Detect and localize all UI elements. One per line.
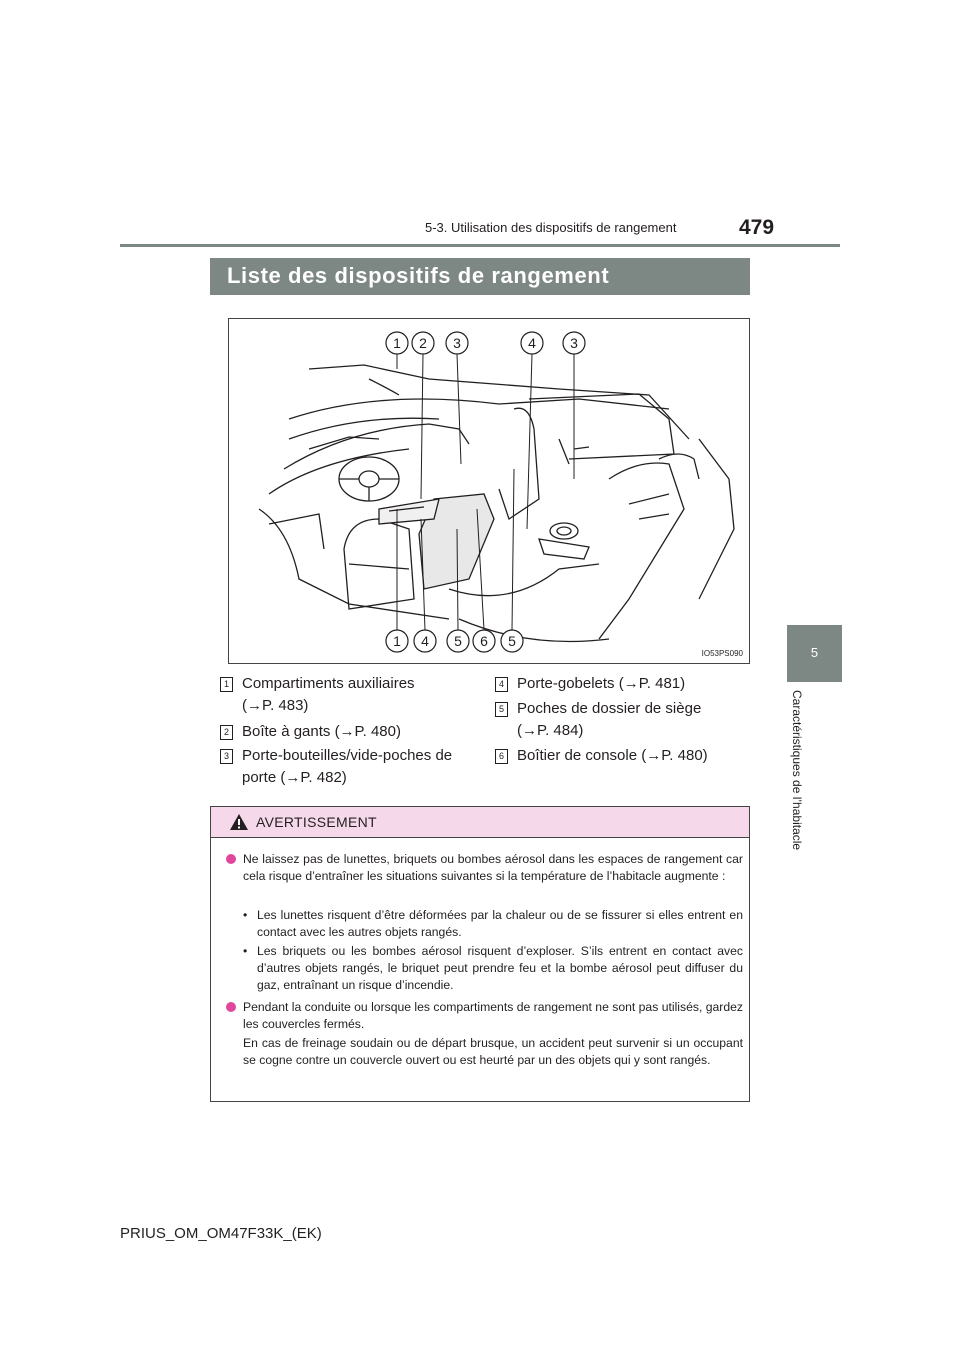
callout-top-5: 3 <box>570 335 578 351</box>
legend-item <box>498 745 747 767</box>
legend-number: 4 <box>495 677 508 692</box>
warning-bullet-text: Pendant la conduite ou lorsque les compartiments de rangement ne sont pas utilisés, gardez les couvercles fermés. <box>243 1000 743 1031</box>
chapter-label-text: Caractéristiques de l’habitacle <box>790 690 804 851</box>
car-interior-drawing <box>229 319 749 663</box>
warning-sub-bullet-text: Les lunettes risquent d’être déformées par la chaleur ou de se fissurer si elles entrent en contact avec les autres objets rangés. <box>257 908 743 939</box>
warning-bullet-text: Ne laissez pas de lunettes, briquets ou bombes aérosol dans les espaces de rangement car cela risque d’entraîner les situations suivantes si la température de l’habitacle augmente : <box>243 852 743 883</box>
legend-text: Boîte à gants (→P. 480) <box>242 723 401 740</box>
warning-sub-bullet-text: Les briquets ou les bombes aérosol risquent d’exploser. S’ils entrent en contact avec d’autres objets rangés, le briquet peut prendre feu et la bombe aérosol peut diffuser du gaz, entraînant un risque d’incendie. <box>257 944 743 992</box>
interior-illustration <box>228 318 750 664</box>
figure-code: IO53PS090 <box>701 649 743 658</box>
warning-triangle-icon <box>229 813 249 831</box>
warning-bullet <box>243 851 743 885</box>
legend-item <box>223 745 472 789</box>
legend-item <box>223 721 472 743</box>
legend-text: porte (→P. 482) <box>242 769 347 786</box>
section-title: 5-3. Utilisation des dispositifs de rangement <box>425 220 677 235</box>
warning-header <box>211 807 749 838</box>
callout-bottom-1: 1 <box>393 633 401 649</box>
chapter-tab <box>787 625 842 682</box>
legend-text: Compartiments auxiliaires <box>242 675 415 692</box>
footer-code: PRIUS_OM_OM47F33K_(EK) <box>120 1225 322 1242</box>
legend-text: Porte-gobelets (→P. 481) <box>517 675 686 692</box>
chapter-number: 5 <box>810 645 819 660</box>
sub-bullet-icon: • <box>243 944 248 958</box>
legend-item <box>498 698 747 742</box>
callout-top-3: 3 <box>453 335 461 351</box>
callout-bottom-2: 4 <box>421 633 429 649</box>
legend-text: (→P. 483) <box>242 697 309 714</box>
warning-paragraph <box>243 1035 743 1069</box>
callout-top-4: 4 <box>528 335 536 351</box>
legend-text: (→P. 484) <box>517 722 584 739</box>
legend-text: Boîtier de console (→P. 480) <box>517 747 708 764</box>
chapter-label <box>790 690 810 875</box>
callout-top-1: 1 <box>393 335 401 351</box>
page-number: 479 <box>739 216 775 239</box>
sub-bullet-icon: • <box>243 908 248 922</box>
warning-paragraph-text: En cas de freinage soudain ou de départ brusque, un accident peut survenir si un occupant se cogne contre un couvercle ouvert ou est heurté par un des objets qui y sont rangés. <box>243 1036 743 1067</box>
legend-number: 2 <box>220 725 233 740</box>
callout-bottom-4: 6 <box>480 633 488 649</box>
heading-bar <box>210 258 750 295</box>
legend-number: 1 <box>220 677 233 692</box>
header-rule <box>120 244 840 247</box>
legend-number: 3 <box>220 749 233 764</box>
legend-text: Porte-bouteilles/vide-poches de <box>242 747 453 764</box>
legend-number: 5 <box>495 702 508 717</box>
warning-sub-bullet <box>243 943 743 994</box>
legend-text: Poches de dossier de siège <box>517 700 702 717</box>
legend-number: 6 <box>495 749 508 764</box>
warning-box <box>210 806 750 1102</box>
bullet-dot-icon <box>226 1002 236 1012</box>
callout-top-2: 2 <box>419 335 427 351</box>
bullet-dot-icon <box>226 854 236 864</box>
legend-item <box>223 673 472 717</box>
callout-bottom-5: 5 <box>508 633 516 649</box>
warning-sub-bullet <box>243 907 743 941</box>
callout-bottom-3: 5 <box>454 633 462 649</box>
warning-title: AVERTISSEMENT <box>256 814 377 830</box>
warning-bullet <box>243 999 743 1033</box>
page-heading: Liste des dispositifs de rangement <box>227 263 610 288</box>
legend-item <box>498 673 747 695</box>
